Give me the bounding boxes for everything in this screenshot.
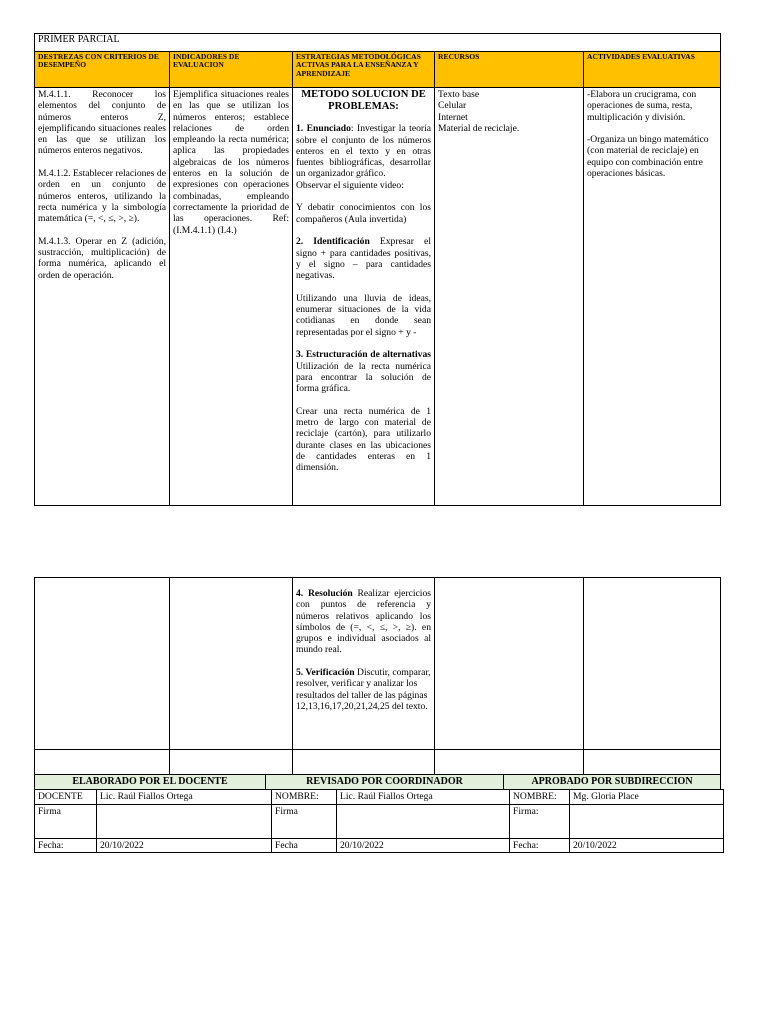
step-1 <box>296 123 431 179</box>
destrezas-cell-p2 <box>35 578 170 750</box>
recurso-item: Texto base <box>438 89 480 100</box>
step-4-text: Realizar ejercicios con puntos de referencia y números relativos aplicando los símbolos de (=, <, ≤, >, ≥). en grupos e individual asociados al mundo real. <box>296 588 431 656</box>
step-2-extra: Utilizando una lluvia de ideas, enumerar situaciones de la vida cotidianas en donde sean representadas por el signo + y - <box>296 292 431 338</box>
indicadores-cell <box>170 88 293 506</box>
actividades-cell <box>584 88 721 506</box>
step-3 <box>296 349 431 394</box>
empty-cell <box>293 750 435 775</box>
firma-label: Firma: <box>510 805 570 839</box>
step-4-label: 4. Resolución <box>296 588 353 599</box>
coordinador-name: Lic. Raúl Fiallos Ortega <box>337 790 510 805</box>
header-elaborado: ELABORADO POR EL DOCENTE <box>35 775 266 790</box>
destrezas-cell <box>35 88 170 506</box>
header-aprobado: APROBADO POR SUBDIRECCION <box>504 775 721 790</box>
estrategias-cell <box>293 88 435 506</box>
step-5 <box>296 667 431 712</box>
planning-table-page1 <box>34 33 721 506</box>
empty-cell <box>170 750 293 775</box>
nombre-label: NOMBRE: <box>272 790 337 805</box>
page-title: PRIMER PARCIAL <box>35 34 721 52</box>
recursos-cell <box>435 88 584 506</box>
recurso-item: Internet <box>438 111 468 123</box>
estrategias-cell-p2 <box>293 578 435 750</box>
step-1-video: Observar el siguiente video: <box>296 179 404 191</box>
recurso-item: Celular <box>438 100 467 112</box>
step-5-label: 5. Verificación <box>296 667 355 679</box>
step-3-text: Utilización de la recta numérica para encontrar la solución de forma gráfica. <box>296 360 431 395</box>
method-title: METODO SOLUCION DE PROBLEMAS: <box>301 89 426 112</box>
firma-space <box>97 805 272 839</box>
fecha-label: Fecha: <box>510 839 570 853</box>
fecha-label: Fecha <box>272 839 337 853</box>
planning-table-page2 <box>34 577 721 775</box>
destreza-item: M.4.1.3. Operar en Z (adición, sustracción, multiplicación) de forma numérica, aplicando el orden de operación. <box>38 235 166 281</box>
header-estrategias: ESTRATEGIAS METODOLÓGICAS ACTIVAS PARA LA ENSEÑANZA Y APRENDIZAJE <box>293 52 435 88</box>
destreza-item: M.4.1.2. Establecer relaciones de orden en un conjunto de números enteros, utilizando la recta numérica y la simbología matemática (=, <, ≤, >, ≥). <box>38 168 166 225</box>
signature-table <box>34 789 724 853</box>
nombre-label: NOMBRE: <box>510 790 570 805</box>
firma-label: Firma <box>272 805 337 839</box>
signature-header <box>34 774 721 790</box>
header-actividades: ACTIVIDADES EVALUATIVAS <box>584 52 721 88</box>
actividades-cell-p2 <box>584 578 721 750</box>
actividad-item: -Organiza un bingo matemático (con material de reciclaje) en equipo con combinación entre operaciones básicas. <box>587 134 709 180</box>
actividad-item: -Elabora un crucigrama, con operaciones de suma, resta, multiplicación y división. <box>587 89 697 123</box>
subdirector-name: Mg. Gloria Place <box>570 790 724 805</box>
indicador-text: Ejemplifica situaciones reales en las que se utilizan los números enteros; establece relaciones de orden empleando la recta numérica; aplica las propiedades algebraicas de los números enteros en la solución de expresiones con operaciones combinadas, empleando correctamente la prioridad de las operaciones. Ref: (I.M.4.1.1) (I.4.) <box>173 89 289 236</box>
step-2-text: Expresar el signo + para cantidades positivas, y el signo – para cantidades negativas. <box>296 236 431 282</box>
recurso-item: Material de reciclaje. <box>438 122 520 134</box>
step-2 <box>296 236 431 281</box>
step-1-label: 1. Enunciado <box>296 123 351 135</box>
step-1-debate: Y debatir conocimientos con los compañeros (Aula invertida) <box>296 202 431 225</box>
firma-label: Firma <box>35 805 97 839</box>
fecha-value: 20/10/2022 <box>337 839 510 853</box>
header-destrezas: DESTREZAS CON CRITERIOS DE DESEMPEÑO <box>35 52 170 88</box>
step-4 <box>296 588 431 656</box>
empty-cell <box>584 750 721 775</box>
firma-space <box>337 805 510 839</box>
header-revisado: REVISADO POR COORDINADOR <box>266 775 504 790</box>
step-2-label: 2. Identificación <box>296 236 370 248</box>
fecha-label: Fecha: <box>35 839 97 853</box>
docente-label: DOCENTE <box>35 790 97 805</box>
fecha-value: 20/10/2022 <box>570 839 724 853</box>
docente-name: Lic. Raúl Fiallos Ortega <box>97 790 272 805</box>
step-3-label: 3. Estructuración de alternativas <box>296 349 431 361</box>
empty-cell <box>35 750 170 775</box>
header-recursos: RECURSOS <box>435 52 584 88</box>
step-3-extra: Crear una recta numérica de 1 metro de largo con material de reciclaje (cartón), para utilizarlo durante clases en las ubicaciones de cantidades enteras en 1 dimensión. <box>296 405 431 474</box>
empty-cell <box>435 750 584 775</box>
destreza-item: M.4.1.1. Reconocer los elementos del conjunto de números enteros Z, ejemplificando situaciones reales en las que se utilizan los números enteros negativos. <box>38 89 166 157</box>
fecha-value: 20/10/2022 <box>97 839 272 853</box>
step-1-text: : Investigar la teoría sobre el conjunto de los números enteros en el texto y en otras fuentes bibliográficas, desarrollar un organizador gráfico. <box>296 123 432 180</box>
header-indicadores: INDICADORES DE EVALUACION <box>170 52 293 88</box>
firma-space <box>570 805 724 839</box>
step-5-text: Discutir, comparar, resolver, verificar y analizar los resultados del taller de las páginas 12,13,16,17,20,21,24,25 del texto. <box>296 667 431 712</box>
indicadores-cell-p2 <box>170 578 293 750</box>
recursos-cell-p2 <box>435 578 584 750</box>
